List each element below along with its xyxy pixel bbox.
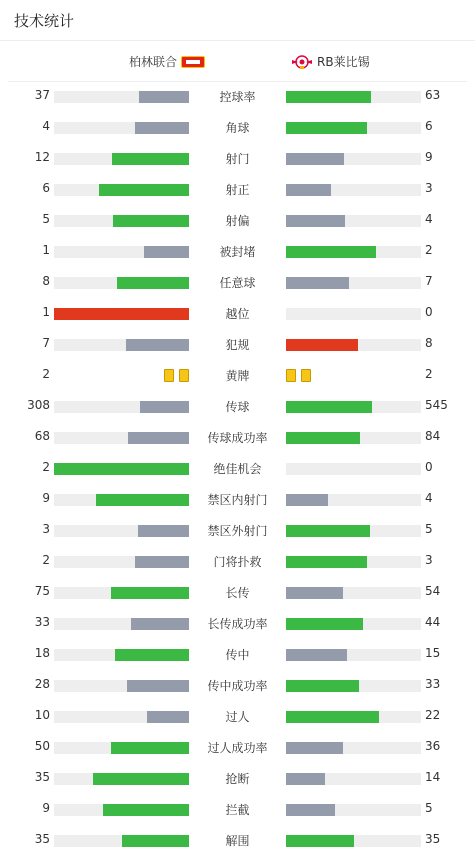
away-bar xyxy=(286,711,379,723)
home-bar-track xyxy=(54,339,189,351)
stat-label: 过人成功率 xyxy=(207,741,268,755)
home-bar xyxy=(144,246,189,258)
yellow-card-icon xyxy=(286,369,296,382)
away-value: 6 xyxy=(425,119,433,133)
home-value: 68 xyxy=(34,429,50,443)
away-value: 35 xyxy=(425,832,441,846)
away-bar xyxy=(286,773,325,785)
away-bar xyxy=(286,835,354,847)
home-value: 2 xyxy=(42,460,50,474)
stat-row xyxy=(0,298,475,329)
home-bar-track xyxy=(54,618,189,630)
home-bar-track xyxy=(54,308,189,320)
away-team[interactable] xyxy=(291,53,370,70)
stat-row xyxy=(0,81,475,112)
union-berlin-logo-icon xyxy=(181,56,205,68)
home-bar-track xyxy=(54,432,189,444)
away-bar-track xyxy=(286,91,421,103)
stat-label: 任意球 xyxy=(219,276,256,290)
home-bar xyxy=(135,122,189,134)
home-value: 1 xyxy=(42,305,50,319)
away-bar-track xyxy=(286,153,421,165)
away-value: 54 xyxy=(425,584,441,598)
home-value: 10 xyxy=(34,708,50,722)
stat-label: 门将扑救 xyxy=(213,555,262,569)
home-value: 37 xyxy=(34,88,50,102)
away-bar-track xyxy=(286,308,421,320)
away-value: 5 xyxy=(425,801,433,815)
home-value: 33 xyxy=(34,615,50,629)
away-bar xyxy=(286,804,335,816)
away-bar-track xyxy=(286,649,421,661)
stat-label: 传中 xyxy=(225,648,250,662)
home-value: 7 xyxy=(42,336,50,350)
home-bar xyxy=(103,804,189,816)
home-bar-track xyxy=(54,649,189,661)
home-bar-track xyxy=(54,184,189,196)
away-value: 3 xyxy=(425,181,433,195)
stat-row xyxy=(0,701,475,732)
home-bar-track xyxy=(54,680,189,692)
away-bar-track xyxy=(286,804,421,816)
home-value: 8 xyxy=(42,274,50,288)
stat-row xyxy=(0,174,475,205)
away-bar-track xyxy=(286,432,421,444)
away-value: 0 xyxy=(425,460,433,474)
away-bar xyxy=(286,587,343,599)
stat-row xyxy=(0,546,475,577)
home-bar xyxy=(54,463,189,475)
home-bar xyxy=(127,680,189,692)
away-value: 44 xyxy=(425,615,441,629)
home-value: 1 xyxy=(42,243,50,257)
away-value: 15 xyxy=(425,646,441,660)
home-value: 18 xyxy=(34,646,50,660)
away-bar xyxy=(286,122,367,134)
yellow-card-icon xyxy=(301,369,311,382)
home-bar-track xyxy=(54,525,189,537)
away-bar xyxy=(286,91,371,103)
away-bar-track xyxy=(286,401,421,413)
home-value: 9 xyxy=(42,801,50,815)
home-bar-track xyxy=(54,122,189,134)
away-bar xyxy=(286,339,358,351)
away-bar-track xyxy=(286,773,421,785)
stat-row xyxy=(0,391,475,422)
home-bar-track xyxy=(54,277,189,289)
away-bar-track xyxy=(286,246,421,258)
away-bar xyxy=(286,494,328,506)
stat-label: 控球率 xyxy=(219,90,256,104)
stat-row xyxy=(0,639,475,670)
home-bar xyxy=(147,711,189,723)
stat-label: 黄牌 xyxy=(225,369,250,383)
stat-label: 禁区外射门 xyxy=(207,524,268,538)
home-bar xyxy=(115,649,189,661)
home-bar-track xyxy=(54,742,189,754)
stat-label: 长传 xyxy=(225,586,250,600)
home-bar xyxy=(54,308,189,320)
away-value: 4 xyxy=(425,491,433,505)
home-value: 35 xyxy=(34,832,50,846)
away-value: 63 xyxy=(425,88,441,102)
stat-label: 绝佳机会 xyxy=(213,462,262,476)
stat-row xyxy=(0,825,475,856)
stat-label: 长传成功率 xyxy=(207,617,268,631)
away-bar xyxy=(286,401,372,413)
home-bar xyxy=(99,184,189,196)
home-bar-track xyxy=(54,587,189,599)
home-bar xyxy=(138,525,189,537)
stat-label: 传球 xyxy=(225,400,250,414)
home-value: 50 xyxy=(34,739,50,753)
stats-list xyxy=(0,81,475,856)
home-yellow-cards xyxy=(164,369,189,382)
stat-label: 射正 xyxy=(225,183,250,197)
home-value: 2 xyxy=(42,367,50,381)
stat-row xyxy=(0,143,475,174)
away-value: 3 xyxy=(425,553,433,567)
away-yellow-cards xyxy=(286,369,311,382)
away-bar xyxy=(286,742,343,754)
stat-label: 传球成功率 xyxy=(207,431,268,445)
home-bar xyxy=(117,277,189,289)
stat-row xyxy=(0,608,475,639)
stat-label: 拦截 xyxy=(225,803,250,817)
home-bar-track xyxy=(54,773,189,785)
home-value: 12 xyxy=(34,150,50,164)
away-bar xyxy=(286,153,344,165)
stat-label: 传中成功率 xyxy=(207,679,268,693)
home-value: 6 xyxy=(42,181,50,195)
away-value: 2 xyxy=(425,243,433,257)
home-bar-track xyxy=(54,556,189,568)
home-bar xyxy=(140,401,189,413)
stat-row xyxy=(0,763,475,794)
stat-row xyxy=(0,484,475,515)
home-bar-track xyxy=(54,463,189,475)
away-bar-track xyxy=(286,742,421,754)
away-value: 8 xyxy=(425,336,433,350)
stat-label: 过人 xyxy=(225,710,250,724)
away-value: 545 xyxy=(425,398,448,412)
stat-label: 越位 xyxy=(225,307,250,321)
away-bar xyxy=(286,618,363,630)
yellow-card-icon xyxy=(179,369,189,382)
home-value: 9 xyxy=(42,491,50,505)
home-value: 28 xyxy=(34,677,50,691)
stat-label: 犯规 xyxy=(225,338,250,352)
stat-label: 射门 xyxy=(225,152,250,166)
home-value: 4 xyxy=(42,119,50,133)
stat-row xyxy=(0,577,475,608)
away-value: 36 xyxy=(425,739,441,753)
stat-row xyxy=(0,422,475,453)
home-bar xyxy=(126,339,189,351)
stat-row xyxy=(0,205,475,236)
away-bar xyxy=(286,432,360,444)
home-value: 35 xyxy=(34,770,50,784)
stat-row xyxy=(0,267,475,298)
home-bar-track xyxy=(54,494,189,506)
away-value: 22 xyxy=(425,708,441,722)
stat-row xyxy=(0,360,475,391)
stat-row xyxy=(0,236,475,267)
away-bar xyxy=(286,215,345,227)
away-bar-track xyxy=(286,494,421,506)
home-team-name: 柏林联合 xyxy=(128,55,177,69)
home-value: 3 xyxy=(42,522,50,536)
stat-row xyxy=(0,329,475,360)
stat-row xyxy=(0,515,475,546)
yellow-card-icon xyxy=(164,369,174,382)
home-team[interactable] xyxy=(129,53,205,70)
away-bar-track xyxy=(286,463,421,475)
away-bar-track xyxy=(286,835,421,847)
home-value: 5 xyxy=(42,212,50,226)
page-title: 技术统计 xyxy=(14,11,75,30)
home-bar xyxy=(111,742,189,754)
home-bar-track xyxy=(54,246,189,258)
away-bar-track xyxy=(286,680,421,692)
away-value: 84 xyxy=(425,429,441,443)
away-bar-track xyxy=(286,525,421,537)
header-title-bar xyxy=(0,0,475,41)
home-bar-track xyxy=(54,91,189,103)
home-bar xyxy=(113,215,189,227)
home-bar xyxy=(135,556,189,568)
away-bar xyxy=(286,246,376,258)
home-bar-track xyxy=(54,215,189,227)
away-bar xyxy=(286,277,349,289)
home-bar-track xyxy=(54,804,189,816)
rb-leipzig-logo-icon xyxy=(291,54,313,70)
stat-row xyxy=(0,453,475,484)
away-bar-track xyxy=(286,122,421,134)
home-bar xyxy=(139,91,189,103)
home-bar xyxy=(96,494,189,506)
away-value: 33 xyxy=(425,677,441,691)
away-bar-track xyxy=(286,556,421,568)
stat-label: 抢断 xyxy=(225,772,250,786)
away-value: 9 xyxy=(425,150,433,164)
away-bar xyxy=(286,649,347,661)
away-bar xyxy=(286,556,367,568)
home-bar xyxy=(93,773,189,785)
away-bar-track xyxy=(286,184,421,196)
stat-label: 射偏 xyxy=(225,214,250,228)
stat-label: 角球 xyxy=(225,121,250,135)
away-value: 0 xyxy=(425,305,433,319)
home-bar xyxy=(112,153,189,165)
away-bar xyxy=(286,680,359,692)
home-bar xyxy=(131,618,189,630)
stat-label: 解围 xyxy=(225,834,250,848)
away-bar xyxy=(286,184,331,196)
home-bar xyxy=(128,432,189,444)
away-bar-track xyxy=(286,277,421,289)
stat-label: 被封堵 xyxy=(219,245,256,259)
team-header xyxy=(8,41,467,82)
away-value: 4 xyxy=(425,212,433,226)
away-value: 14 xyxy=(425,770,441,784)
away-value: 7 xyxy=(425,274,433,288)
stat-row xyxy=(0,670,475,701)
stat-row xyxy=(0,732,475,763)
away-bar-track xyxy=(286,215,421,227)
home-value: 2 xyxy=(42,553,50,567)
away-bar-track xyxy=(286,711,421,723)
stat-row xyxy=(0,112,475,143)
home-value: 308 xyxy=(27,398,50,412)
stat-row xyxy=(0,794,475,825)
home-bar-track xyxy=(54,711,189,723)
away-bar xyxy=(286,525,370,537)
away-team-name: RB莱比锡 xyxy=(317,55,370,69)
home-bar-track xyxy=(54,401,189,413)
away-bar-track xyxy=(286,618,421,630)
home-value: 75 xyxy=(34,584,50,598)
away-value: 2 xyxy=(425,367,433,381)
home-bar xyxy=(111,587,189,599)
stat-label: 禁区内射门 xyxy=(207,493,268,507)
away-bar-track xyxy=(286,339,421,351)
home-bar-track xyxy=(54,835,189,847)
away-value: 5 xyxy=(425,522,433,536)
home-bar xyxy=(122,835,190,847)
home-bar-track xyxy=(54,153,189,165)
away-bar-track xyxy=(286,587,421,599)
